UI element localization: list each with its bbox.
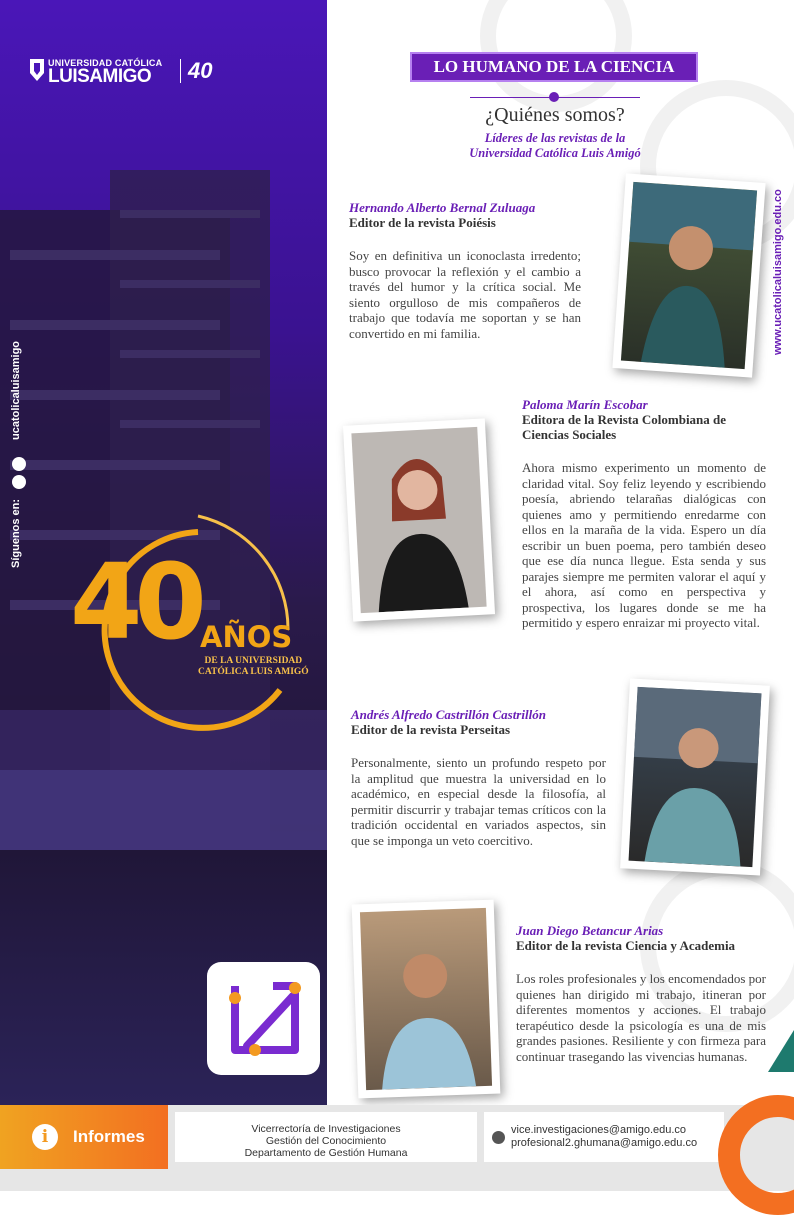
department-line: Departamento de Gestión Humana <box>244 1147 408 1159</box>
person-role: Editor de la revista Perseitas <box>351 722 511 737</box>
person-bio: Soy en definitiva un iconoclasta irredento; busco provocar la reflexión y el cambio a través del humor y la crítica social. Me siento orgulloso de mis compañeros de trabajo que todavía me soportan y se han convertido en mi familia. <box>349 248 581 341</box>
title-divider-dot <box>549 92 559 102</box>
page-title: LO HUMANO DE LA CIENCIA <box>410 52 698 82</box>
email-link[interactable]: profesional2.ghumana@amigo.edu.co <box>511 1137 698 1149</box>
anniversary-years: AÑOS <box>200 620 293 654</box>
person-role: Editora de la Revista Colombiana de Ciencias Sociales <box>522 412 727 442</box>
person-role: Editor de la revista Poiésis <box>349 215 496 230</box>
subtitle-line1: Líderes de las revistas de la <box>484 131 626 145</box>
person-name: Paloma Marín Escobar <box>522 397 648 412</box>
section-question: ¿Quiénes somos? <box>485 104 625 126</box>
departments-box <box>175 1112 477 1162</box>
social-vertical <box>6 340 36 570</box>
subtitle-line2: Universidad Católica Luis Amigó <box>469 146 641 160</box>
logo-separator <box>180 59 181 83</box>
portrait-icon <box>351 427 486 613</box>
social-handle: ucatolicaluisamigo <box>10 340 22 440</box>
email-icon <box>492 1131 505 1144</box>
emails-box <box>484 1112 724 1162</box>
informes-box[interactable] <box>0 1105 168 1169</box>
person-name: Juan Diego Betancur Arias <box>516 923 664 938</box>
department-line: Vicerrectoría de Investigaciones <box>251 1123 401 1135</box>
building-photo <box>0 150 327 850</box>
logo-forty: 40 <box>188 58 213 83</box>
left-panel <box>0 0 327 1105</box>
social-label: Síguenos en: <box>10 498 22 568</box>
person-bio: Personalmente, siento un profundo respeto por la amplitud que muestra la universidad en lo académico, en especial desde la filosofía, al permitir discurrir y trabajar temas críticos con la tradición occidental en variados aspectos, sin que se imponga un veto coercitivo. <box>351 755 606 848</box>
person-card <box>351 707 606 848</box>
anniversary-number: 40 <box>70 541 199 663</box>
person-name: Andrés Alfredo Castrillón Castrillón <box>351 707 546 722</box>
person-card <box>349 200 581 341</box>
instagram-icon[interactable] <box>12 475 26 489</box>
informes-label: Informes <box>73 1127 145 1146</box>
brand-mark-icon <box>207 962 320 1075</box>
info-icon: i <box>32 1124 58 1150</box>
website-url[interactable]: www.ucatolicaluisamigo.edu.co <box>772 189 784 355</box>
anniversary-badge <box>48 510 327 740</box>
person-photo <box>343 418 495 621</box>
person-card <box>516 923 766 1064</box>
logo-line1: UNIVERSIDAD CATÓLICA <box>48 58 163 68</box>
person-bio: Los roles profesionales y los encomendados por quienes han dirigido mi trabajo, itineran por diferentes momentos y acciones. El trabajo terapéutico desde la psicología es una de mis grandes pasiones. Resiliente y con firmeza para continuar trasegando las vivencias humanas. <box>516 971 766 1064</box>
app-logo <box>207 962 320 1075</box>
facebook-icon[interactable] <box>12 457 26 471</box>
email-link[interactable]: vice.investigaciones@amigo.edu.co <box>511 1124 687 1136</box>
person-bio: Ahora mismo experimento un momento de claridad vital. Soy feliz leyendo y escribiendo poesía, abriendo telarañas dialógicas con quienes amo y permitiendo enredarme con ellos en la maraña de la vida. Espero un día escribir un buen poema, pero también deseo que ese día nunca llegue. Esta senda y sus parajes siempre me permiten valorar el aquí y el ahora, así como en perspectiva y prospectiva, los lugares donde se me ha permitido y espero enraizar mi proyecto vital. <box>522 460 766 630</box>
anniversary-subtitle <box>198 656 309 678</box>
portrait-icon <box>621 182 757 369</box>
department-line: Gestión del Conocimiento <box>265 1135 387 1147</box>
portrait-icon <box>360 908 492 1090</box>
person-photo <box>612 173 765 377</box>
person-role: Editor de la revista Ciencia y Academia <box>516 938 736 953</box>
person-card <box>522 397 766 631</box>
anniversary-sub1: DE LA UNIVERSIDAD <box>204 656 303 666</box>
person-photo <box>620 678 770 875</box>
section-subtitle <box>430 131 680 161</box>
person-name: Hernando Alberto Bernal Zuluaga <box>349 200 536 215</box>
decorative-triangle <box>768 1030 794 1072</box>
logo-line2: LUISAMIGO <box>48 66 152 87</box>
anniversary-sub2: CATÓLICA LUIS AMIGÓ <box>198 667 309 677</box>
shield-icon <box>30 59 44 81</box>
portrait-icon <box>629 687 762 867</box>
person-photo <box>352 900 501 1099</box>
